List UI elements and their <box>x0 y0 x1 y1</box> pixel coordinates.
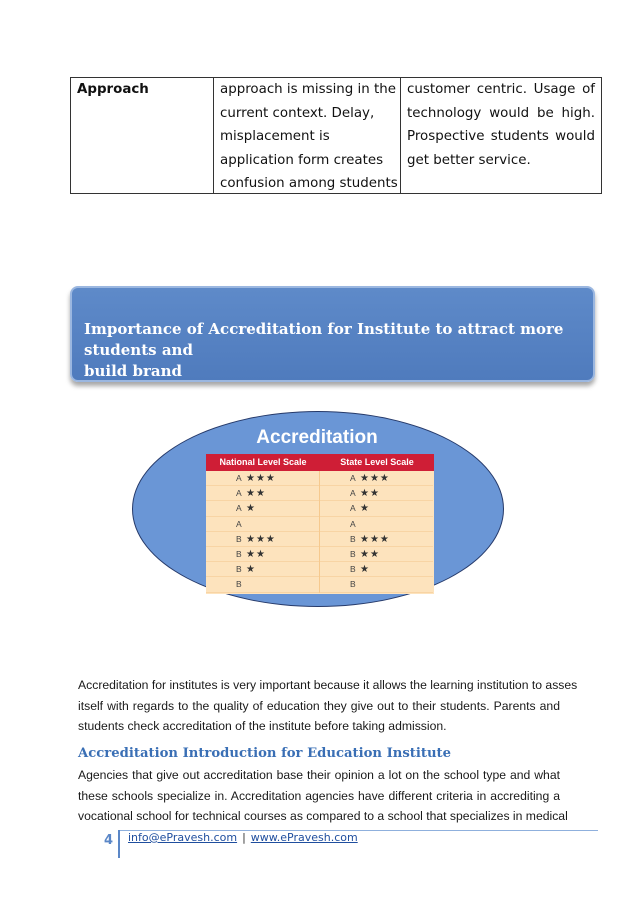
table-cell-proposed <box>401 78 601 193</box>
footer-separator: | <box>242 831 246 844</box>
scale-row <box>320 532 433 547</box>
scale-row <box>206 486 319 501</box>
grade-letter: B <box>350 533 356 544</box>
grade-letter: A <box>350 518 356 529</box>
scale-row <box>320 501 433 516</box>
footer-vertical-bar <box>118 830 120 858</box>
scale-row <box>320 471 433 486</box>
scale-row <box>320 562 433 577</box>
scale-row <box>206 471 319 486</box>
table-line: current context. Delay, <box>220 105 375 121</box>
scale-row <box>320 577 433 592</box>
comparison-table <box>70 77 602 194</box>
grade-letter: B <box>350 564 356 575</box>
star-icon: ★★★ <box>360 473 390 484</box>
table-line: confusion among students <box>220 176 398 191</box>
scale-row <box>206 547 319 562</box>
star-icon: ★ <box>246 564 256 576</box>
star-icon: ★★★ <box>246 533 276 545</box>
grade-letter: B <box>350 548 356 559</box>
star-icon: ★★ <box>360 548 380 560</box>
grade-letter: B <box>350 579 356 590</box>
state-scale-column <box>320 471 433 593</box>
grade-letter: B <box>236 533 242 544</box>
scale-row <box>206 517 319 532</box>
table-line: customer centric. Usage of <box>407 82 595 97</box>
table-line: technology would be high. <box>407 105 595 121</box>
page-footer <box>0 822 638 862</box>
accreditation-illustration <box>132 411 504 607</box>
website-link[interactable]: www.ePravesh.com <box>250 831 358 844</box>
scale-row <box>206 532 319 547</box>
star-icon: ★ <box>360 503 370 515</box>
accreditation-scale-table <box>206 454 434 594</box>
grade-letter: A <box>236 503 242 514</box>
scale-row <box>206 562 319 577</box>
grade-letter: A <box>236 473 242 483</box>
grade-letter: B <box>236 564 242 575</box>
footer-links <box>128 831 358 844</box>
scale-row <box>320 517 433 532</box>
table-line: approach is missing in the <box>220 82 396 97</box>
banner-title: Importance of Accreditation for Institute to attract more students and build brand <box>84 320 564 380</box>
grade-letter: A <box>236 518 242 529</box>
scale-row <box>206 577 319 592</box>
table-line: get better service. <box>407 152 531 168</box>
national-header: National Level Scale <box>219 457 307 467</box>
table-line: misplacement is <box>220 129 330 144</box>
table-cell-current <box>214 78 401 193</box>
state-header: State Level Scale <box>340 457 414 467</box>
scale-header <box>206 454 434 471</box>
star-icon: ★★★ <box>360 533 390 545</box>
email-link[interactable]: info@ePravesh.com <box>128 831 238 844</box>
table-line: Prospective students would <box>407 129 595 144</box>
star-icon: ★★ <box>360 488 380 500</box>
grade-letter: A <box>350 503 356 514</box>
table-line: application form creates <box>220 152 384 168</box>
table-cell-label: Approach <box>71 78 214 193</box>
star-icon: ★ <box>246 503 256 515</box>
grade-letter: A <box>350 488 356 499</box>
grade-letter: B <box>236 579 242 590</box>
scale-row <box>320 486 433 501</box>
scale-row <box>320 547 433 562</box>
paragraph-intro: Accreditation for institutes is very important because it allows the learning institution to asses itself with regards to the quality of education they give out to their students. Parents and students check accreditation of the institute before taking admission. <box>78 678 578 734</box>
star-icon: ★ <box>360 564 370 576</box>
section-heading: Accreditation Introduction for Education Institute <box>78 746 452 761</box>
paragraph-agencies: Agencies that give out accreditation base their opinion a lot on the school type and what these schools specialize in. Accreditation agencies have different criteria in accrediting a vocational school for technical courses as compared to a school that specializes in medical <box>78 768 568 824</box>
star-icon: ★★ <box>246 488 266 500</box>
accreditation-title: Accreditation <box>256 427 378 448</box>
page-number: 4 <box>104 833 114 848</box>
grade-letter: A <box>236 488 242 499</box>
grade-letter: B <box>236 548 242 559</box>
star-icon: ★★★ <box>246 473 276 484</box>
scale-row <box>206 501 319 516</box>
star-icon: ★★ <box>246 548 266 560</box>
national-scale-column <box>206 471 320 593</box>
grade-letter: A <box>350 473 356 483</box>
section-banner <box>70 286 595 382</box>
